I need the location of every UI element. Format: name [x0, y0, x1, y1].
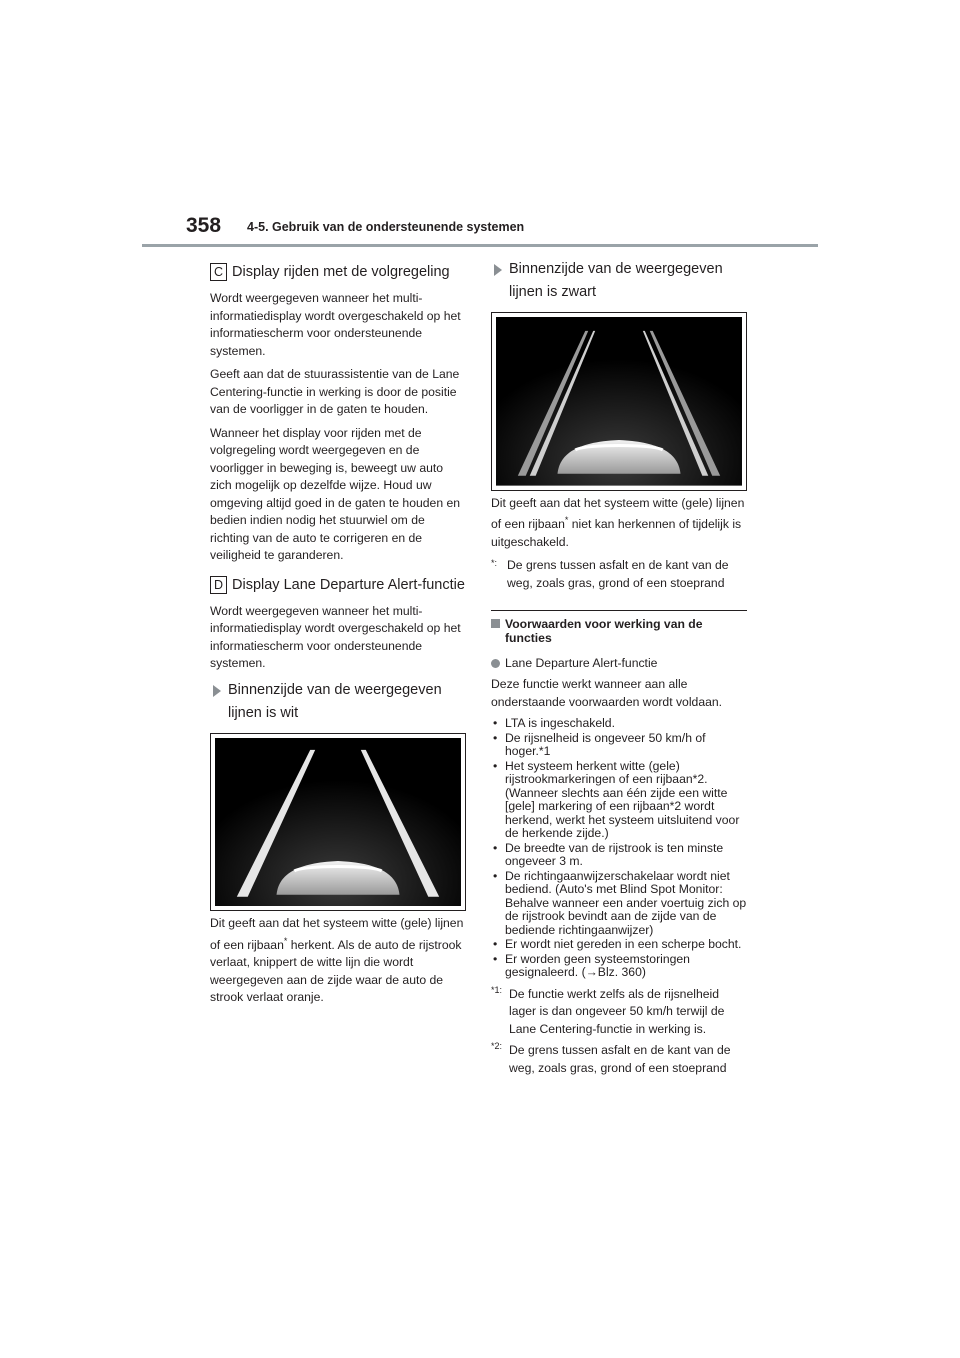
lane-display-white-image	[215, 738, 461, 907]
item-d-heading	[210, 575, 466, 595]
footnote-mark: *1:	[491, 984, 503, 995]
black-lines-heading	[491, 258, 747, 304]
page-number: 358	[186, 214, 222, 237]
condition-bullet: • Het systeem herkent witte (gele) rijstrookmarkeringen of een rijbaan*2. (Wanneer slechts aan één zijde een witte [gele] markering of een rijbaan*2 wordt herkend, werkt het systeem uitsluitend voor de herkende zijde.)	[491, 760, 747, 841]
letter-d-badge: D	[210, 576, 227, 594]
item-d-title: Display Lane Departure Alert-functie	[232, 576, 465, 593]
white-lines-description: Dit geeft aan dat het systeem witte (gele) lijnen of een rijbaan* herkent. Als de auto de rijstrook verlaat, knippert de witte lijn die wordt weergegeven aan de zijde waar de auto de strook verlaat oranje.	[210, 916, 464, 1005]
conditions-item	[491, 655, 747, 672]
item-c-heading	[210, 262, 466, 282]
letter-c-badge: C	[210, 263, 227, 281]
conditions-intro: Deze functie werkt wanneer aan alle onderstaande voorwaarden wordt voldaan.	[491, 677, 723, 709]
black-lines-illustration	[491, 312, 747, 491]
item-c-paragraph-2: Geeft aan dat de stuurassistentie van de Lane Centering-functie in werking is door de positie van de voorligger in de gaten te houden.	[210, 367, 460, 416]
section-title: 4-5. Gebruik van de ondersteunende systemen	[247, 220, 525, 234]
condition-bullet: • De richtingaanwijzerschakelaar wordt niet bediend. (Auto's met Blind Spot Monitor: Behalve wanneer een ander voertuig zich op de rijstrook bevindt aan de zijde van de bediende richtingaanwijzer)	[491, 870, 747, 938]
conditions-footnote-1	[491, 986, 747, 1039]
square-bullet-icon	[491, 619, 500, 628]
white-lines-illustration	[210, 733, 466, 912]
item-c-paragraph-1: Wordt weergegeven wanneer het multi-informatiedisplay wordt overgeschakeld op het informatiescherm voor ondersteunende systemen.	[210, 291, 461, 358]
footnote-text: De functie werkt zelfs als de rijsnelheid lager is dan ongeveer 50 km/h terwijl de Lane Centering-functie in werking is.	[509, 986, 725, 1036]
black-lines-heading-text: Binnenzijde van de weergegeven lijnen is zwart	[509, 261, 723, 300]
black-lines-footnote	[491, 557, 747, 592]
conditions-footnote-2	[491, 1042, 747, 1077]
header-rule	[142, 244, 818, 247]
footnote-text: De grens tussen asfalt en de kant van de weg, zoals gras, grond of een stoeprand	[507, 558, 729, 590]
footnote-mark: *2:	[491, 1041, 503, 1052]
left-column	[210, 258, 466, 1013]
circle-bullet-icon	[491, 659, 500, 668]
condition-bullet: • LTA is ingeschakeld.	[491, 717, 747, 731]
conditions-rule	[491, 610, 747, 611]
condition-bullet: • De rijsnelheid is ongeveer 50 km/h of hoger.*1	[491, 732, 747, 759]
conditions-list	[491, 717, 747, 980]
white-lines-heading-text: Binnenzijde van de weergegeven lijnen is wit	[228, 681, 442, 721]
white-lines-heading	[210, 679, 466, 725]
condition-bullet: • De breedte van de rijstrook is ten minste ongeveer 3 m.	[491, 842, 747, 869]
item-c-paragraph-3: Wanneer het display voor rijden met de volgregeling wordt weergegeven en de voorligger in beweging is, beweegt uw auto zich mogelijk op dezelfde wijze. Houd uw omgeving altijd goed in de gaten te houden en bedien indien nodig het stuurwiel om de richting van de auto te corrigeren en de veiligheid te garanderen.	[210, 425, 461, 562]
conditions-heading	[491, 617, 747, 645]
triangle-right-icon	[213, 685, 221, 697]
item-c-title: Display rijden met de volgregeling	[232, 264, 450, 280]
footnote-mark: *:	[491, 558, 498, 569]
triangle-right-icon	[494, 264, 502, 276]
condition-bullet: • Er wordt niet gereden in een scherpe bocht.	[491, 938, 747, 952]
item-d-paragraph-1: Wordt weergegeven wanneer het multi-informatiedisplay wordt overgeschakeld op het informatiescherm voor ondersteunende systemen.	[210, 603, 461, 670]
conditions-item-label: Lane Departure Alert-functie	[505, 656, 658, 671]
right-column	[491, 258, 747, 1081]
lane-display-black-image	[496, 317, 742, 486]
condition-bullet: • Er worden geen systeemstoringen gesignaleerd. (→Blz. 360)	[491, 953, 747, 980]
footnote-text: De grens tussen asfalt en de kant van de weg, zoals gras, grond of een stoeprand	[509, 1043, 731, 1075]
black-lines-description: Dit geeft aan dat het systeem witte (gele) lijnen of een rijbaan* niet kan herkennen of tijdelijk is uitgeschakeld.	[491, 495, 745, 549]
conditions-title: Voorwaarden voor werking van de functies	[505, 617, 703, 646]
